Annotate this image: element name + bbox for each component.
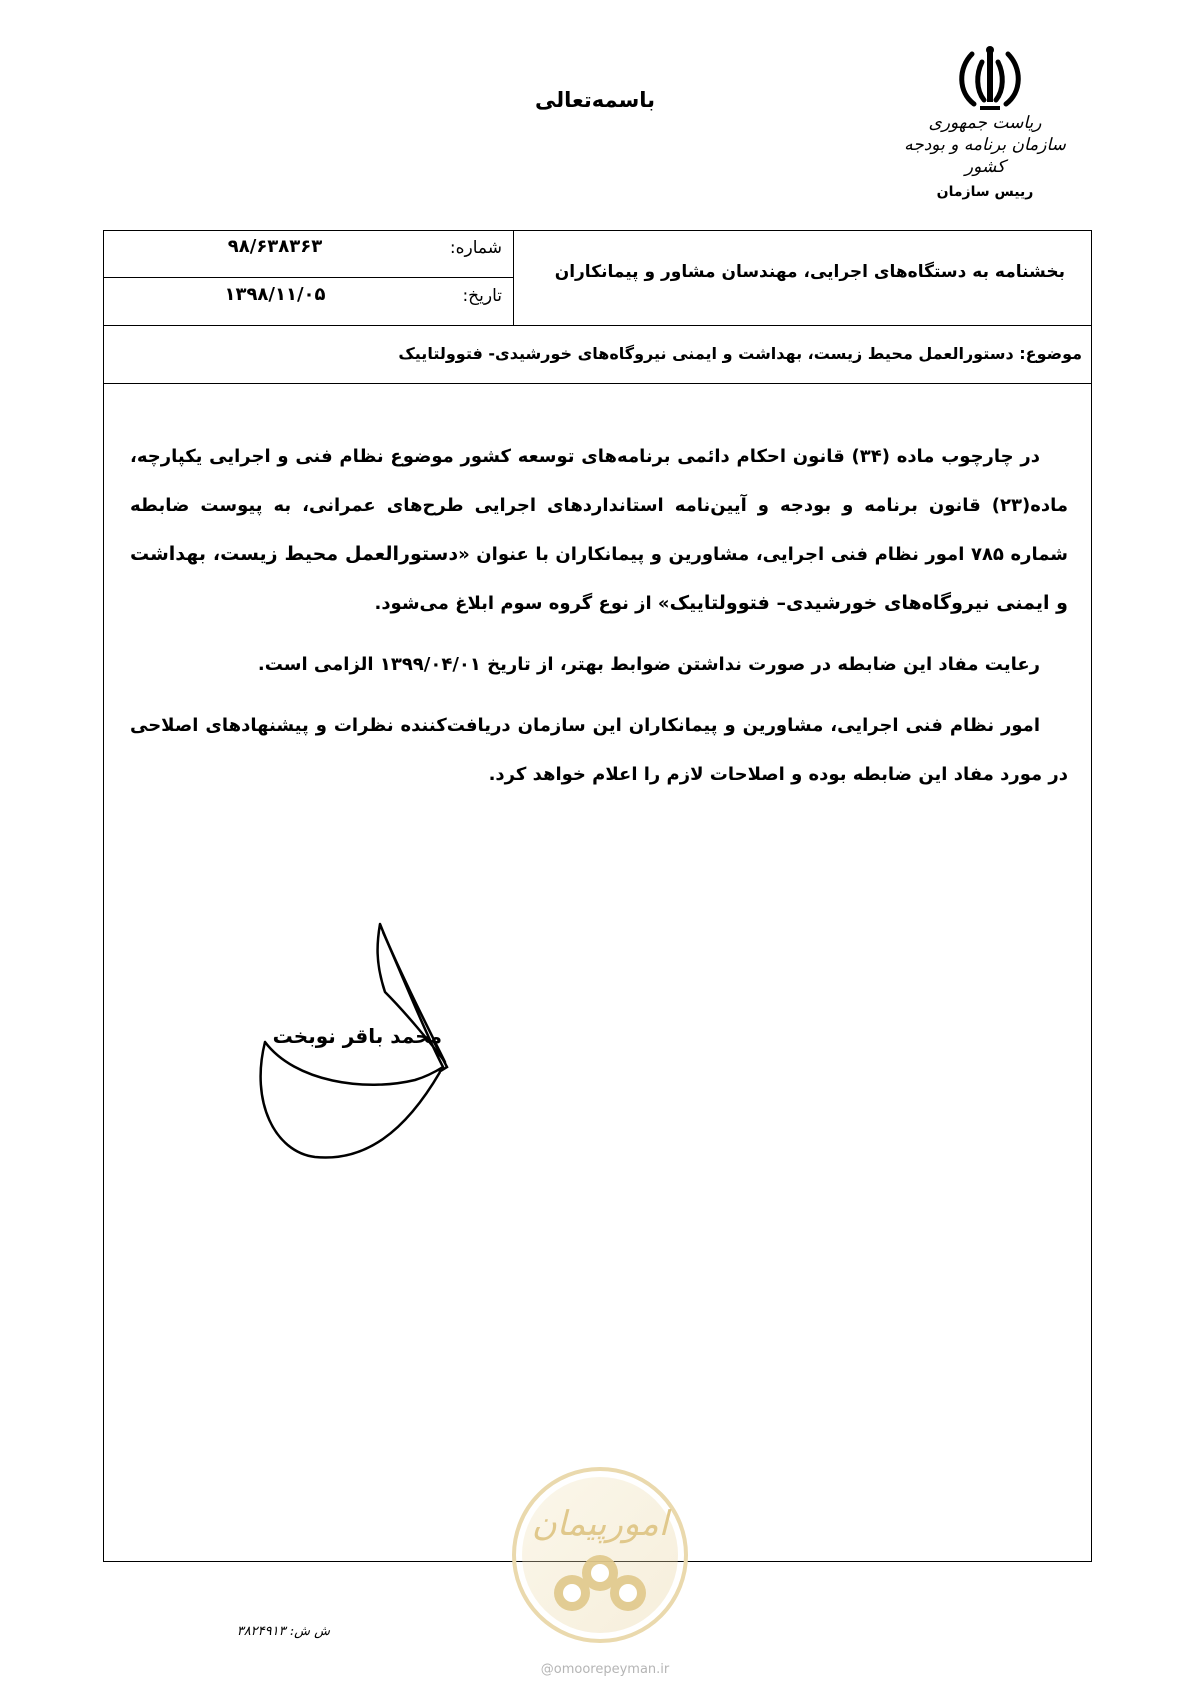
body-p1-title: دستورالعمل محیط زیست، بهداشت و ایمنی نیروگاه‌های خورشیدی– فتوولتاییک [130, 543, 1068, 614]
org-head-title: رییس سازمان [936, 184, 1034, 200]
recipients-line: بخشنامه به دستگاه‌های اجرایی، مهندسان مشاور و پیمانکاران [554, 262, 1065, 282]
watermark-url: @omoorepeyman.ir [540, 1662, 670, 1677]
seal-text: امورپیمان [531, 1504, 669, 1544]
iran-emblem-icon [950, 40, 1030, 120]
organization-block [900, 112, 1070, 200]
body-p1-end: » از نوع گروه سوم ابلاغ می‌شود. [374, 593, 670, 614]
body-p1-start: در چارچوب ماده (۳۴) قانون احکام دائمی برنامه‌های توسعه کشور موضوع نظام فنی و اجرایی یکپارچه، ماده(۲۳) قانون برنامه و بودجه و آیین‌نامه استانداردهای اجرایی طرح‌های عمرانی، به پیوست ضابطه شماره ۷۸۵ امور نظام فنی اجرایی، مشاورین و پیمانکاران با عنوان « [130, 446, 1068, 565]
body-paragraph-2: رعایت مفاد این ضابطه در صورت نداشتن ضوابط بهتر، از تاریخ ۱۳۹۹/۰۴/۰۱ الزامی است. [257, 654, 1040, 675]
letter-body [130, 432, 1068, 799]
signer-name: محمد باقر نوبخت [272, 1024, 442, 1048]
letter-frame [103, 230, 1092, 1562]
meta-divider [103, 277, 514, 278]
watermark-seal-icon [510, 1465, 690, 1645]
body-paragraph-3: امور نظام فنی اجرایی، مشاورین و پیمانکاران این سازمان دریافت‌کننده نظرات و پیشنهادهای اصلاحی در مورد مفاد این ضابطه بوده و اصلاحات لازم را اعلام خواهد کرد. [130, 715, 1068, 785]
basmala-heading: باسمه‌تعالی [535, 88, 655, 112]
body-paragraph-1 [130, 432, 1068, 628]
number-label: شماره: [449, 238, 502, 258]
org-name: سازمان برنامه و بودجه کشور [904, 135, 1066, 177]
subject-line: موضوع: دستورالعمل محیط زیست، بهداشت و ایمنی نیروگاه‌های خورشیدی- فتوولتاییک [398, 344, 1082, 363]
number-value: ۹۸/۶۳۸۳۶۳ [227, 236, 323, 257]
org-presidency: ریاست جمهوری [928, 113, 1042, 133]
date-label: تاریخ: [462, 286, 502, 306]
footer-reference-code: ش ش: ۳۸۲۴۹۱۳ [236, 1624, 330, 1639]
date-value: ۱۳۹۸/۱۱/۰۵ [224, 284, 326, 305]
